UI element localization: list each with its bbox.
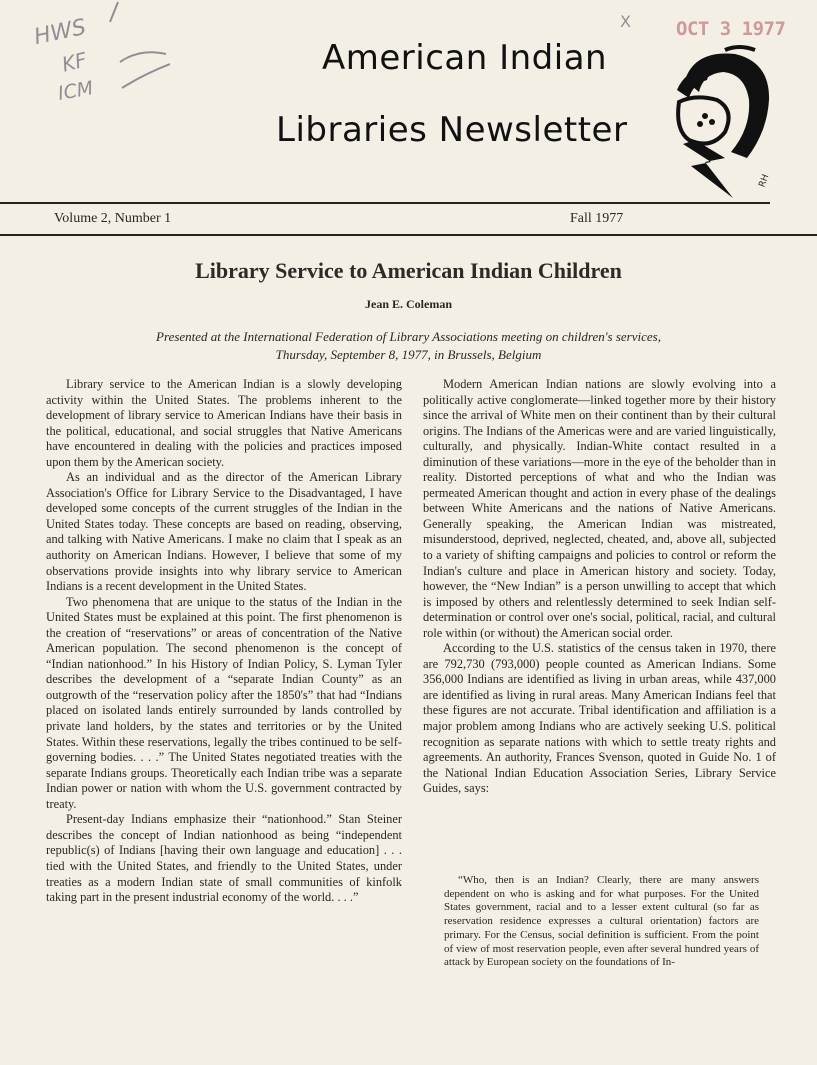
article-title: Library Service to American Indian Children — [195, 258, 622, 283]
header-rule-top — [0, 202, 770, 204]
subtitle-line-1: Presented at the International Federation of Library Associations meeting on children's services, — [156, 329, 661, 344]
check-mark: X — [620, 12, 631, 31]
paragraph: Present-day Indians emphasize their “nationhood.” Stan Steiner describes the concept of Indian nationhood as being “independent republic(s) of Indians [having their own language and education] . . . tied with the United States, and friendly to the United States, under treaties as a modern Indian state of small communities of kinfolk taking part in the present industrial economy of the world. . . .” — [46, 812, 402, 905]
article-author: Jean E. Coleman — [365, 297, 452, 311]
right-column — [423, 377, 776, 797]
handwritten-note-icm: ICM — [56, 77, 95, 105]
paragraph: According to the U.S. statistics of the census taken in 1970, there are 792,730 (793,000) people counted as American Indians. Some 356,000 Indians are identified as living in urban areas, while 437,000 are identified as living in rural areas. Many American Indians feel that these figures are not accurate. Tribal identification and affiliation is a major problem among Indians who are actively seeking U.S. political recognition as separate nations with which to settle treaty rights and agreements. An authority, Frances Svenson, quoted in Guide No. 1 of the National Indian Education Association Series, Library Service Guides, says: — [423, 641, 776, 796]
block-quote — [444, 874, 759, 970]
paragraph: Modern American Indian nations are slowly evolving into a politically active conglomerate—linked together more by their history since the arrival of White men on their continent than by their cultural origins. The Indians of the Americas were and are varied linguistically, culturally, and physically. Indian-White contact resulted in a diminution of these variations—more in the eye of the beholder than in reality. Distorted perceptions of what and who the Indian was permeated American thought and action in every phase of the dealings between White Americans and the nations of Native Americans. Generally speaking, the American Indian was mistreated, misunderstood, deprived, neglected, cheated, and, above all, subjected to a variety of shifting campaigns and policies to control or reform the Indian's culture and place in American history and society. Today, however, the “New Indian” is a person unwilling to accept that which is imposed by others and relentlessly determined to seek Indian self-determination or control over one's social, political, racial, and cultural role within (or without) the American social order. — [423, 377, 776, 640]
paragraph: As an individual and as the director of the American Library Association's Office for Library Service to the Disadvantaged, I have developed some concepts of the current struggles of the Indian in the United States today. These concepts are based on reading, observing, and talking with Native Americans. I make no claim that I speak as an authority on American Indians. However, I believe that some of my observations provide insights into why library service to American Indians is a recent development in the United States. — [46, 470, 402, 594]
subtitle-line-2: Thursday, September 8, 1977, in Brussels, Belgium — [275, 347, 542, 362]
handwritten-note-kf: KF — [59, 47, 90, 77]
header-rule-bottom — [0, 234, 817, 236]
quote-text: “Who, then is an Indian? Clearly, there are many answers dependent on who is asking and for what purposes. For the United States government, racial and to a lesser extent cultural (so far as reservation residence expresses a cultural orientation) factors are primary. For the Census, social definition is sufficient. From the point of view of most reservation people, even after several hundred years of attack by European society on the foundations of In- — [444, 874, 759, 969]
paragraph: Two phenomena that are unique to the status of the Indian in the United States must be explained at this point. The first phenomenon is the creation of “reservations” or areas of concentration of the Native American population. The second phenomenon is the concept of “Indian nationhood.” In his History of Indian Policy, S. Lyman Tyler describes the development of a “separate Indian County” as an outgrowth of the “reservation policy after the 1850's” that had “Indians placed on isolated lands entirely surrounded by lands controlled by private land holders, by the states and territories or by the United States. Within these reservations, legally the tribes continued to be self-governing bodies. . . .” The United States negotiated treaties with the separate Indians groups. Theoretically each Indian tribe was a separate Indian power or nation with whom the U.S. government contracted by treaty. — [46, 594, 402, 811]
handwritten-scribble — [100, 0, 170, 110]
handwritten-initials: HWS — [31, 14, 89, 51]
paragraph: Library service to the American Indian is a slowly developing activity within the United States. The problems inherent to the development of library service to American Indians have their basis in the political, educational, and social struggles that Native Americans have encountered in dealing with the policies and practices imposed upon them by the American society. — [46, 377, 402, 469]
masthead-title-line1: American Indian — [322, 38, 608, 78]
masthead-title-line2: Libraries Newsletter — [276, 110, 628, 150]
newsletter-logo — [655, 40, 780, 215]
logo-artist-initials: RH — [757, 173, 772, 189]
left-column — [46, 377, 402, 906]
date-stamp: OCT 3 1977 — [676, 18, 786, 40]
volume-number: Volume 2, Number 1 — [54, 211, 172, 226]
issue-date: Fall 1977 — [570, 211, 624, 226]
article-subtitle — [0, 328, 817, 364]
